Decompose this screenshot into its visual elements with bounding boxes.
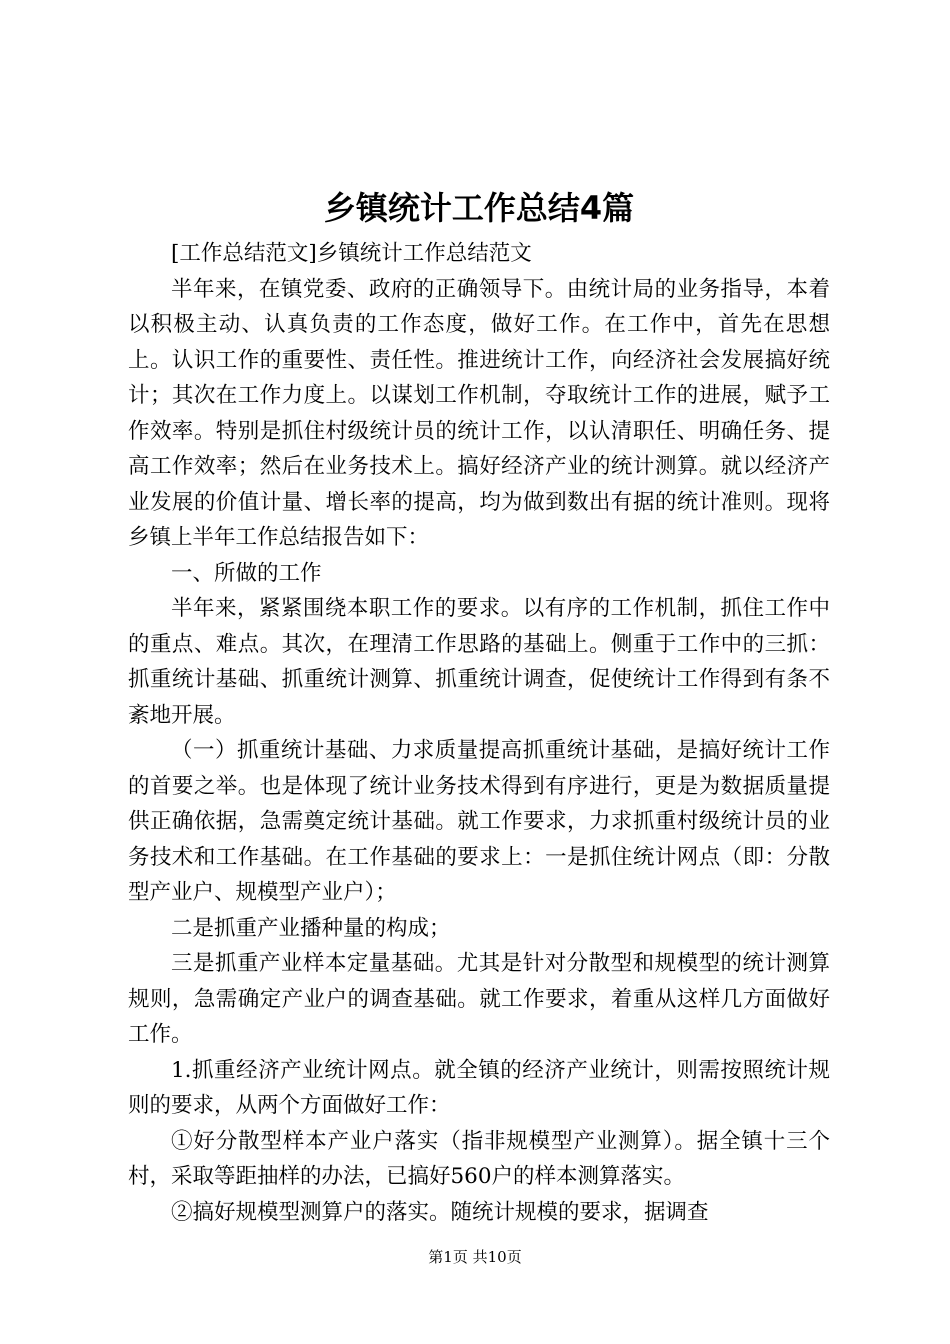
circled-item-paragraph: ①好分散型样本产业户落实（指非规模型产业测算）。据全镇十三个村，采取等距抽样的办法，已搞好560户的样本测算落实。: [128, 1128, 830, 1189]
section-heading: 一、所做的工作: [171, 560, 322, 586]
intro-paragraph: 半年来，在镇党委、政府的正确领导下。由统计局的业务指导，本着以积极主动、认真负责的工作态度，做好工作。在工作中，首先在思想上。认识工作的重要性、责任性。推进统计工作，向经济社会发展搞好统计；其次在工作力度上。以谋划工作机制，夺取统计工作的进展，赋予工作效率。特别是抓住村级统计员的统计工作，以认清职任、明确任务、提高工作效率；然后在业务技术上。搞好经济产业的统计测算。就以经济产业发展的价值计量、增长率的提高，均为做到数出有据的统计准则。现将乡镇上半年工作总结报告如下：: [128, 276, 830, 550]
body-paragraph: 三是抓重产业样本定量基础。尤其是针对分散型和规模型的统计测算规则，急需确定产业户的调查基础。就工作要求，着重从这样几方面做好工作。: [128, 951, 830, 1047]
body-paragraph: 二是抓重产业播种量的构成；: [171, 915, 451, 941]
category-line: [工作总结范文]乡镇统计工作总结范文: [171, 241, 532, 266]
body-paragraph: 半年来，紧紧围绕本职工作的要求。以有序的工作机制，抓住工作中的重点、难点。其次，在理清工作思路的基础上。侧重于工作中的三抓：抓重统计基础、抓重统计测算、抓重统计调查，促使统计工作得到有条不紊地开展。: [128, 596, 830, 728]
subsection-paragraph: （一）抓重统计基础、力求质量提高抓重统计基础，是搞好统计工作的首要之举。也是体现了统计业务技术得到有序进行，更是为数据质量提供正确依据，急需奠定统计基础。就工作要求，力求抓重村级统计员的业务技术和工作基础。在工作基础的要求上：一是抓住统计网点（即：分散型产业户、规模型产业户）；: [128, 738, 830, 905]
circled-item-paragraph: ②搞好规模型测算户的落实。随统计规模的要求，据调查: [171, 1199, 709, 1225]
document-body: [128, 184, 830, 1230]
numbered-paragraph: 1.抓重经济产业统计网点。就全镇的经济产业统计，则需按照统计规则的要求，从两个方面做好工作：: [128, 1057, 830, 1118]
document-title: 乡镇统计工作总结4篇: [323, 189, 635, 227]
page-footer: 第1页 共10页: [428, 1248, 522, 1266]
